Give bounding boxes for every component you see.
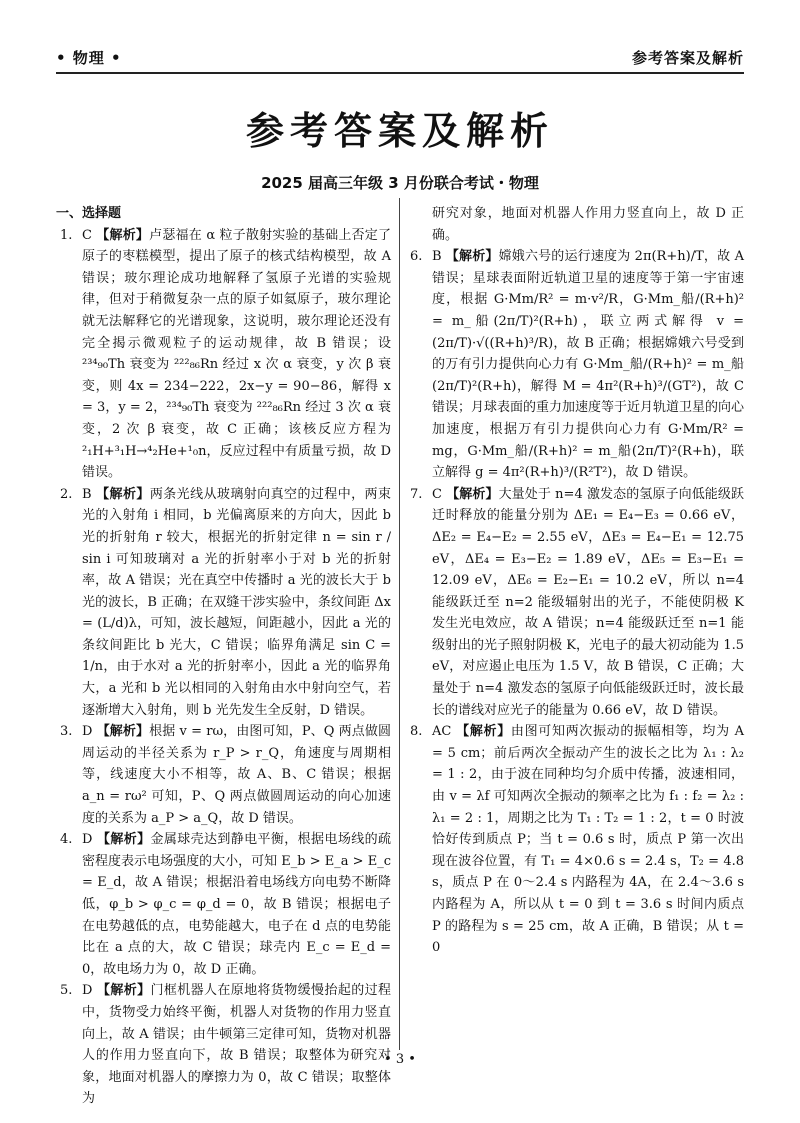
item-body xyxy=(432,484,744,722)
left-column xyxy=(56,203,391,1110)
answer-choice: C xyxy=(432,486,442,502)
item-number: 3. xyxy=(60,724,73,740)
analysis-text: 两条光线从玻璃射向真空的过程中，两束光的入射角 i 相同，b 光偏离原来的方向大，因此 b 光的折射角 r 较大，根据光的折射定律 n = sin r / sin i 可知玻璃对 a 光的折射率小于对 b 光的折射率，故 A 错误；光在真空中传播时 a 光的波长大于 b 光的波长，B 正确；在双缝干涉实验中，条纹间距 Δx = (L/d)λ，可知，波长越短，间距越小，因此 a 光的条纹间距比 b 光大，C 错误；临界角满足 sin C = 1/n，由于水对 a 光的折射率小，因此 a 光的临界角大，a 光和 b 光以相同的入射角由水中射向空气，若逐渐增大入射角，则 b 光先发生全反射，D 错误。 xyxy=(82,486,391,718)
analysis-tag: 【解析】 xyxy=(96,983,151,999)
analysis-text: 由图可知两次振动的振幅相等，均为 A = 5 cm；前后两次全振动产生的波长之比为 λ₁ : λ₂ = 1 : 2，由于波在同种均匀介质中传播，波速相同，由 v = λf 可知两次全振动的频率之比为 f₁ : f₂ = λ₂ : λ₁ = 2 : 1，周期之比为 T₁ : T₂ = 1 : 2，t = 0 时波恰好传到质点 P；当 t = 0.6 s 时，质点 P 第一次出现在波谷位置，有 T₁ = 4×0.6 s = 2.4 s，T₂ = 4.8 s，质点 P 在 0～2.4 s 内路程为 4A，在 2.4～3.6 s 内路程为 A，所以从 t = 0 到 t = 3.6 s 时间内质点 P 的路程为 s = 25 cm，故 A 正确，B 错误；从 t = 0 xyxy=(432,724,744,956)
analysis-text: 门框机器人在原地将货物缓慢抬起的过程中，货物受力始终平衡，机器人对货物的作用力竖直向上，故 A 错误；由牛顿第三定律可知，货物对机器人的作用力竖直向下，故 B 错误；取整体为研究对象，地面对机器人的摩擦力为 0，故 C 错误；取整体为 xyxy=(82,983,391,1107)
right-column xyxy=(406,203,744,959)
answer-item xyxy=(56,225,391,484)
item-body xyxy=(432,721,744,959)
answer-choice: B xyxy=(432,249,442,265)
answer-item xyxy=(56,484,391,722)
item-body xyxy=(82,721,391,829)
analysis-tag: 【解析】 xyxy=(96,486,150,502)
item-number: 5. xyxy=(60,983,73,999)
answer-item xyxy=(406,721,744,959)
item-body xyxy=(82,484,391,722)
analysis-text: 嫦娥六号的运行速度为 2π(R+h)/T，故 A 错误；星球表面附近轨道卫星的速度等于第一宇宙速度，根据 G·Mm/R² = m·v²/R，G·Mm_船/(R+h)² = m_船(2π/T)²(R+h)，联立两式解得 v = (2π/T)·√((R+h)³/R)，故 B 正确；根据嫦娥六号受到的万有引力提供向心力有 G·Mm_船/(R+h)² = m_船(2π/T)²(R+h)，解得 M = 4π²(R+h)³/(GT²)，故 C 错误；月球表面的重力加速度等于近月轨道卫星的向心加速度，根据万有引力提供向心力有 G·Mm/R² = mg，G·Mm_船/(R+h)² = m_船(2π/T)²(R+h)，联立解得 g = 4π²(R+h)³/(R²T²)，故 D 错误。 xyxy=(432,249,745,481)
item-number: 7. xyxy=(410,486,423,502)
analysis-tag: 【解析】 xyxy=(96,832,151,848)
analysis-tag: 【解析】 xyxy=(445,249,499,265)
page-number: • 3 • xyxy=(384,1052,416,1067)
analysis-text: 金属球壳达到静电平衡，根据电场线的疏密程度表示电场强度的大小，可知 E_b > E_a > E_c = E_d，故 A 错误；根据沿着电场线方向电势不断降低，φ_b > φ_c = φ_d = 0，故 B 错误；根据电子在电势越低的点，电势能越大，电子在 d 点的电势能比在 a 点的大，故 C 错误；球壳内 E_c = E_d = 0，故电场力为 0，故 D 正确。 xyxy=(82,832,391,977)
item-number: 1. xyxy=(60,227,73,243)
page-title: 参考答案及解析 xyxy=(245,109,554,153)
page-header xyxy=(56,44,744,74)
continued-text: 研究对象，地面对机器人作用力竖直向上，故 D 正确。 xyxy=(432,206,744,243)
analysis-tag: 【解析】 xyxy=(96,227,150,243)
item-number: 8. xyxy=(410,724,423,740)
header-doc-title: 参考答案及解析 xyxy=(631,49,744,67)
analysis-text: 根据 v = rω，由图可知，P、Q 两点做圆周运动的半径关系为 r_P > r_Q，角速度与周期相等，线速度大小不相等，故 A、B、C 错误；根据 a_n = rω² 可知，P、Q 两点做圆周运动的向心加速度的关系为 a_P > a_Q，故 D 错误。 xyxy=(82,724,391,826)
answer-choice: D xyxy=(82,983,93,999)
item-body xyxy=(432,246,744,484)
column-divider xyxy=(399,198,400,1050)
item-number: 2. xyxy=(60,486,73,502)
item-body xyxy=(82,980,391,1110)
answer-choice: D xyxy=(82,832,93,848)
analysis-text: 卢瑟福在 α 粒子散射实验的基础上否定了原子的枣糕模型，提出了原子的核式结构模型，故 A 错误；玻尔理论成功地解释了氢原子光谱的实验规律，但对于稍微复杂一点的原子如氦原子，玻尔理论就无法解释它的光谱现象，这说明，玻尔理论还没有完全揭示微观粒子的运动规律，故 B 错误；设 ²³⁴₉₀Th 衰变为 ²²²₈₆Rn 经过 x 次 α 衰变，y 次 β 衰变，则 4x = 234−222，2x−y = 90−86，解得 x = 3，y = 2，²³⁴₉₀Th 衰变为 ²²²₈₆Rn 经过 3 次 α 衰变，2 次 β 衰变，故 C 正确；该核反应方程为 ²₁H+³₁H→⁴₂He+¹₀n，反应过程中有质量亏损，故 D 错误。 xyxy=(82,227,391,481)
analysis-tag: 【解析】 xyxy=(456,724,511,740)
answer-item xyxy=(406,246,744,484)
answer-item xyxy=(56,980,391,1110)
item-body xyxy=(82,829,391,980)
answer-item xyxy=(406,484,744,722)
exam-subtitle: 2025 届高三年级 3 月份联合考试・物理 xyxy=(261,174,539,192)
answer-choice: C xyxy=(82,227,92,243)
answer-choice: D xyxy=(82,724,93,740)
item-number: 4. xyxy=(60,832,73,848)
item-number: 6. xyxy=(410,249,423,265)
analysis-text: 大量处于 n=4 激发态的氢原子向低能级跃迁时释放的能量分别为 ΔE₁ = E₄−E₃ = 0.66 eV，ΔE₂ = E₄−E₂ = 2.55 eV，ΔE₃ = E₄−E₁ = 12.75 eV，ΔE₄ = E₃−E₂ = 1.89 eV，ΔE₅ = E₃−E₁ = 12.09 eV，ΔE₆ = E₂−E₁ = 10.2 eV，所以 n=4 能级跃迁至 n=2 能级辐射出的光子，不能使阴极 K 发生光电效应，故 A 错误；n=4 能级跃迁至 n=1 能级射出的光子照射阴极 K，光电子的最大初动能为 1.5 eV，对应遏止电压为 1.5 V，故 B 错误，C 正确；大量处于 n=4 激发态的氢原子向低能级跃迁时，波长最长的谱线对应光子的能量为 0.66 eV，故 D 错误。 xyxy=(432,486,744,718)
answer-item xyxy=(56,829,391,980)
answer-choice: AC xyxy=(432,724,452,740)
answer-choice: B xyxy=(82,486,92,502)
answer-item xyxy=(56,721,391,829)
analysis-tag: 【解析】 xyxy=(446,486,499,502)
analysis-tag: 【解析】 xyxy=(96,724,150,740)
section-heading: 一、选择题 xyxy=(56,206,122,221)
item-body xyxy=(82,225,391,484)
header-subject: • 物理 • xyxy=(56,49,122,67)
